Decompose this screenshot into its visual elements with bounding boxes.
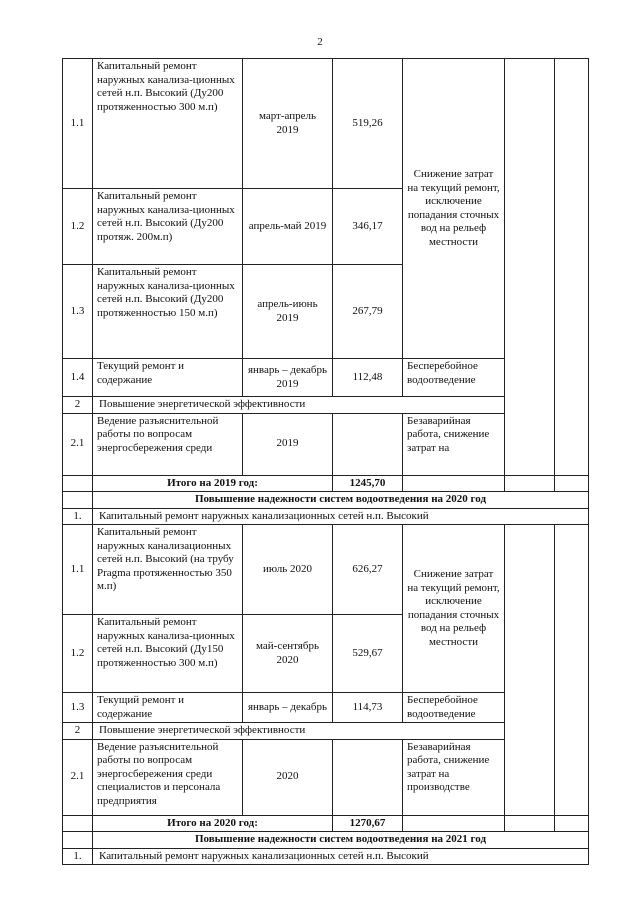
- work-cost: 267,79: [333, 265, 403, 359]
- work-description: Капитальный ремонт наружных канализационных сетей н.п. Высокий (на трубу Pragma протяженностью 350 м.п): [93, 525, 243, 615]
- empty-cell: [403, 815, 505, 832]
- work-period: май-сентябрь 2020: [243, 615, 333, 693]
- empty-cell: [505, 525, 555, 816]
- row-number: 2.1: [63, 413, 93, 475]
- total-label: Итого на 2019 год:: [93, 475, 333, 492]
- work-period: июль 2020: [243, 525, 333, 615]
- empty-cell: [555, 525, 589, 816]
- empty-cell: [505, 815, 555, 832]
- year-heading: Повышение надежности систем водоотведения на 2020 год: [93, 492, 589, 509]
- work-period: 2019: [243, 413, 333, 475]
- row-number: 1.1: [63, 525, 93, 615]
- work-period: январь – декабрь 2019: [243, 359, 333, 397]
- expected-result: Бесперебойное водоотведение: [403, 693, 505, 723]
- empty-cell: [63, 475, 93, 492]
- work-description: Текущий ремонт и содержание: [93, 693, 243, 723]
- expected-result: Безаварийная работа, снижение затрат на: [403, 413, 505, 475]
- row-number: 1.4: [63, 359, 93, 397]
- section-title: Повышение энергетической эффективности: [93, 723, 505, 740]
- total-value: 1245,70: [333, 475, 403, 492]
- expected-result: Снижение затрат на текущий ремонт, исключение попадания сточных вод на рельеф местности: [403, 59, 505, 359]
- empty-cell: [555, 475, 589, 492]
- investment-program-table: [62, 58, 589, 865]
- row-number: 1.2: [63, 615, 93, 693]
- section-title: Капитальный ремонт наружных канализационных сетей н.п. Высокий: [93, 508, 589, 525]
- total-value: 1270,67: [333, 815, 403, 832]
- empty-cell: [63, 815, 93, 832]
- total-label: Итого на 2020 год:: [93, 815, 333, 832]
- table-row: [63, 525, 589, 615]
- table-row: [63, 59, 589, 189]
- section-number: 1.: [63, 848, 93, 865]
- expected-result: Бесперебойное водоотведение: [403, 359, 505, 397]
- empty-cell: [555, 59, 589, 476]
- work-description: Ведение разъяснительной работы по вопросам энергосбережения среди: [93, 413, 243, 475]
- expected-result: Снижение затрат на текущий ремонт, исключение попадания сточных вод на рельеф местности: [403, 525, 505, 693]
- work-description: Ведение разъяснительной работы по вопросам энергосбережения среди специалистов и персонала предприятия: [93, 739, 243, 815]
- section-title: Капитальный ремонт наружных канализационных сетей н.п. Высокий: [93, 848, 589, 865]
- work-cost: 519,26: [333, 59, 403, 189]
- work-cost: 529,67: [333, 615, 403, 693]
- work-period: март-апрель 2019: [243, 59, 333, 189]
- empty-cell: [403, 475, 505, 492]
- empty-cell: [63, 832, 93, 849]
- page-number: 2: [317, 36, 323, 48]
- work-description: Текущий ремонт и содержание: [93, 359, 243, 397]
- empty-cell: [505, 59, 555, 476]
- work-period: 2020: [243, 739, 333, 815]
- year-heading-row: [63, 832, 589, 849]
- work-description: Капитальный ремонт наружных канализа-ционных сетей н.п. Высокий (Ду200 протяж. 200м.п): [93, 189, 243, 265]
- section-title: Повышение энергетической эффективности: [93, 397, 505, 414]
- section-row: [63, 848, 589, 865]
- work-period: апрель-июнь 2019: [243, 265, 333, 359]
- row-number: 1.1: [63, 59, 93, 189]
- empty-cell: [63, 492, 93, 509]
- section-number: 2: [63, 723, 93, 740]
- year-heading-row: [63, 492, 589, 509]
- work-period: январь – декабрь: [243, 693, 333, 723]
- work-cost: 346,17: [333, 189, 403, 265]
- year-heading: Повышение надежности систем водоотведения на 2021 год: [93, 832, 589, 849]
- row-number: 2.1: [63, 739, 93, 815]
- work-cost: [333, 739, 403, 815]
- work-description: Капитальный ремонт наружных канализа-ционных сетей н.п. Высокий (Ду200 протяженностью 150 м.п): [93, 265, 243, 359]
- work-cost: 112,48: [333, 359, 403, 397]
- row-number: 1.3: [63, 693, 93, 723]
- row-number: 1.3: [63, 265, 93, 359]
- work-cost: 114,73: [333, 693, 403, 723]
- work-cost: [333, 413, 403, 475]
- section-row: [63, 508, 589, 525]
- work-cost: 626,27: [333, 525, 403, 615]
- expected-result: Безаварийная работа, снижение затрат на производстве: [403, 739, 505, 815]
- total-row: [63, 475, 589, 492]
- section-number: 2: [63, 397, 93, 414]
- work-description: Капитальный ремонт наружных канализа-ционных сетей н.п. Высокий (Ду150 протяженностью 300 м.п): [93, 615, 243, 693]
- empty-cell: [505, 475, 555, 492]
- work-period: апрель-май 2019: [243, 189, 333, 265]
- empty-cell: [555, 815, 589, 832]
- total-row: [63, 815, 589, 832]
- section-number: 1.: [63, 508, 93, 525]
- work-description: Капитальный ремонт наружных канализа-ционных сетей н.п. Высокий (Ду200 протяженностью 300 м.п): [93, 59, 243, 189]
- row-number: 1.2: [63, 189, 93, 265]
